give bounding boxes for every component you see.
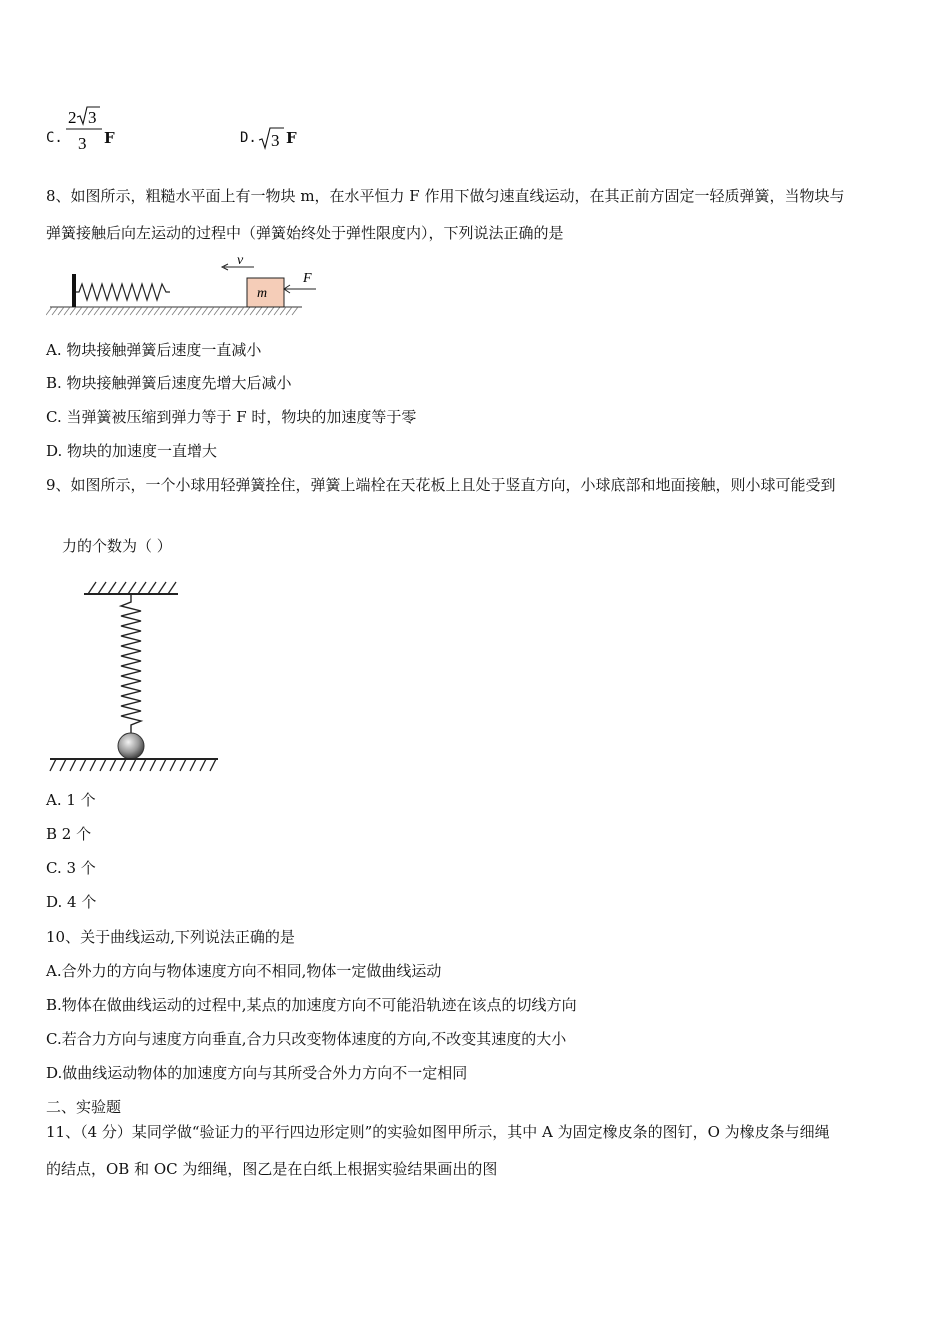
q7-option-c-label: C.	[46, 130, 63, 146]
q9-option-a: A. 1 个	[46, 791, 96, 809]
spring-icon	[121, 594, 141, 734]
q9-stem-line2: 力的个数为（ ）	[62, 537, 172, 555]
q7-c-denominator: 3	[78, 134, 87, 153]
wall	[72, 274, 76, 307]
section-title: 二、实验题	[46, 1098, 122, 1116]
q7-option-c-unit: F	[104, 129, 115, 147]
block-m-label: m	[257, 286, 268, 301]
q7-c-numerator-coef: 2	[68, 108, 77, 127]
sqrt-sign-icon	[256, 124, 286, 154]
q11-stem-line1: 11、（4 分）某同学做“验证力的平行四边形定则”的实验如图甲所示，其中 A 为固定橡皮条的图钉，O 为橡皮条与细绳	[46, 1123, 830, 1141]
q8-figure-spring-block	[46, 252, 316, 322]
ground-hatch	[46, 307, 298, 315]
q7-c-radicand: 3	[88, 108, 97, 127]
q8-stem-line2: 弹簧接触后向左运动的过程中（弹簧始终处于弹性限度内），下列说法正确的是	[46, 224, 564, 242]
q8-option-c: C. 当弹簧被压缩到弹力等于 F 时，物块的加速度等于零	[46, 408, 417, 426]
q9-option-b: B 2 个	[46, 825, 92, 843]
q9-option-d: D. 4 个	[46, 893, 97, 911]
q9-figure-spring-ball	[46, 578, 226, 778]
q8-option-d: D. 物块的加速度一直增大	[46, 442, 218, 460]
q7-option-d-unit: F	[286, 129, 297, 147]
q10-stem: 10、关于曲线运动,下列说法正确的是	[46, 928, 295, 946]
q8-option-b: B. 物块接触弹簧后速度先增大后减小	[46, 374, 292, 392]
q8-stem-line1: 8、如图所示，粗糙水平面上有一物块 m，在水平恒力 F 作用下做匀速直线运动，在其正前方固定一轻质弹簧，当物块与	[46, 187, 845, 205]
q11-stem-line2: 的结点，OB 和 OC 为细绳，图乙是在白纸上根据实验结果画出的图	[46, 1160, 498, 1178]
q9-stem-line1: 9、如图所示，一个小球用轻弹簧拴住，弹簧上端栓在天花板上且处于竖直方向，小球底部和地面接触，则小球可能受到	[46, 476, 836, 494]
spring-icon	[76, 284, 170, 300]
q10-option-b: B.物体在做曲线运动的过程中,某点的加速度方向不可能沿轨迹在该点的切线方向	[46, 996, 577, 1014]
q7-option-d-label: D.	[240, 130, 257, 146]
q7-d-radicand: 3	[271, 131, 280, 150]
ball	[118, 733, 144, 759]
q8-option-a: A. 物块接触弹簧后速度一直减小	[46, 341, 262, 359]
velocity-label: v	[237, 253, 244, 268]
q9-option-c: C. 3 个	[46, 859, 96, 877]
q10-option-a: A.合外力的方向与物体速度方向不相同,物体一定做曲线运动	[46, 962, 442, 980]
floor-hatch	[50, 759, 216, 771]
force-label: F	[303, 271, 312, 286]
q10-option-d: D.做曲线运动物体的加速度方向与其所受合外力方向不一定相同	[46, 1064, 468, 1082]
ceiling-hatch	[88, 582, 176, 594]
q10-option-c: C.若合力方向与速度方向垂直,合力只改变物体速度的方向,不改变其速度的大小	[46, 1030, 567, 1048]
